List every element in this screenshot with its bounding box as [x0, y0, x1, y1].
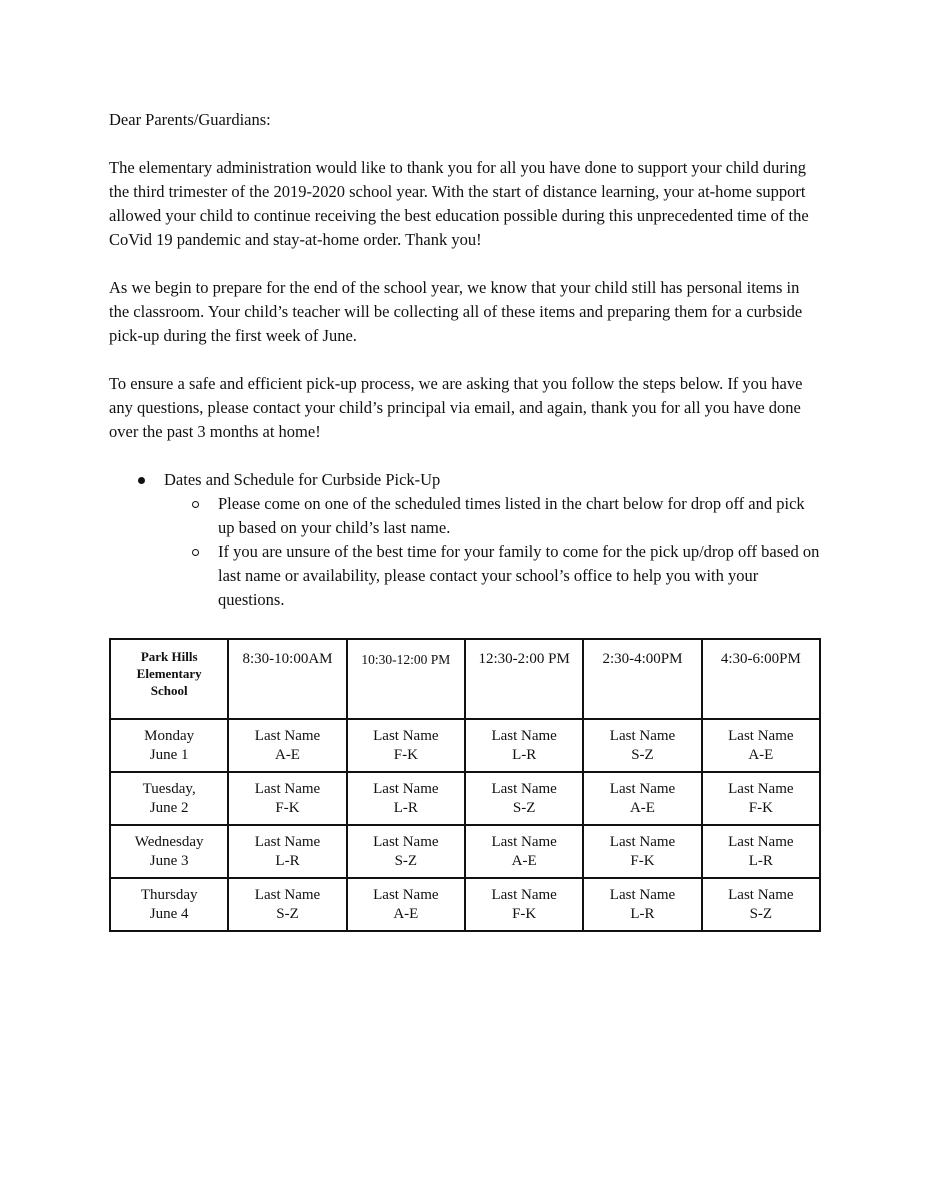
- slot-range: S-Z: [276, 906, 299, 922]
- slot-label: Last Name: [491, 781, 557, 797]
- slot-cell: [228, 878, 346, 931]
- slot-cell: [702, 772, 820, 825]
- slot-range: A-E: [629, 800, 655, 816]
- slot-range: A-E: [748, 747, 774, 763]
- slot-range: L-R: [393, 800, 418, 816]
- slot-label: Last Name: [609, 887, 676, 903]
- table-row: [110, 825, 820, 878]
- slot-cell: [702, 825, 820, 878]
- slot-label: Last Name: [609, 781, 676, 797]
- slot-cell: [465, 825, 583, 878]
- slot-label: Last Name: [491, 728, 557, 744]
- day-cell: [110, 825, 228, 878]
- slot-range: S-Z: [512, 800, 536, 816]
- paragraph-personal-items: As we begin to prepare for the end of the school year, we know that your child still has personal items in the classroom. Your child’s teacher will be collecting all of these items and preparing them for a curbside pick-up during the first week of June.: [109, 278, 803, 345]
- slot-label: Last Name: [609, 728, 676, 744]
- salutation: Dear Parents/Guardians:: [109, 110, 271, 129]
- slot-range: F-K: [512, 906, 537, 922]
- slot-cell: [465, 878, 583, 931]
- slot-label: Last Name: [373, 781, 439, 797]
- day-name: Monday: [144, 728, 195, 744]
- slot-label: Last Name: [373, 834, 439, 850]
- day-name: Thursday: [140, 887, 198, 903]
- slot-cell: [583, 719, 701, 772]
- table-row: [110, 878, 820, 931]
- slot-label: Last Name: [254, 781, 321, 797]
- slot-range: S-Z: [749, 906, 773, 922]
- slot-range: F-K: [275, 800, 300, 816]
- day-date: June 4: [149, 906, 189, 922]
- slot-label: Last Name: [254, 834, 321, 850]
- letter-body: [109, 108, 821, 612]
- slot-cell: [347, 878, 465, 931]
- slot-range: L-R: [748, 853, 773, 869]
- paragraph-pickup-process: To ensure a safe and efficient pick-up process, we are asking that you follow the steps below. If you have any questions, please contact your child’s principal via email, and again, thank you for all you have done over the past 3 months at home!: [109, 374, 803, 441]
- slot-range: F-K: [393, 747, 418, 763]
- slot-label: Last Name: [491, 834, 557, 850]
- slot-label: Last Name: [373, 728, 439, 744]
- bullet-label: Dates and Schedule for Curbside Pick-Up: [164, 470, 441, 489]
- slot-range: A-E: [274, 747, 300, 763]
- slot-label: Last Name: [373, 887, 439, 903]
- day-date: June 3: [149, 853, 189, 869]
- slot-cell: [347, 825, 465, 878]
- sub-bullet-item: [164, 540, 821, 612]
- slot-label: Last Name: [728, 887, 794, 903]
- slot-cell: [465, 719, 583, 772]
- sub-bullet-item: [164, 492, 821, 540]
- day-cell: [110, 878, 228, 931]
- time-slot-header: 10:30-12:00 PM: [347, 639, 465, 719]
- hollow-circle-bullet-icon: [192, 549, 199, 556]
- table-row: [110, 719, 820, 772]
- slot-cell: [583, 772, 701, 825]
- bullet-item-schedule: [109, 468, 821, 612]
- slot-cell: [465, 772, 583, 825]
- school-name-line: Park Hills: [140, 649, 198, 664]
- table-header-row: [110, 639, 820, 719]
- slot-range: F-K: [748, 800, 773, 816]
- sub-bullet-text: If you are unsure of the best time for your family to come for the pick up/drop off based on last name or availability, please contact your school’s office to help you with your questions.: [218, 542, 820, 609]
- slot-cell: [702, 719, 820, 772]
- day-date: June 2: [149, 800, 189, 816]
- time-slot-header: 4:30-6:00PM: [702, 639, 820, 719]
- slot-label: Last Name: [728, 781, 794, 797]
- slot-label: Last Name: [728, 728, 794, 744]
- school-name-header: [110, 639, 228, 719]
- slot-range: L-R: [630, 906, 655, 922]
- slot-label: Last Name: [609, 834, 676, 850]
- slot-range: L-R: [275, 853, 300, 869]
- slot-cell: [228, 719, 346, 772]
- slot-cell: [347, 772, 465, 825]
- bullet-list: [109, 468, 821, 612]
- time-slot-header: 12:30-2:00 PM: [465, 639, 583, 719]
- slot-label: Last Name: [254, 887, 321, 903]
- day-cell: [110, 719, 228, 772]
- day-date: June 1: [149, 747, 189, 763]
- time-slot-header: 2:30-4:00PM: [583, 639, 701, 719]
- school-name-line: Elementary: [136, 666, 202, 681]
- slot-cell: [228, 825, 346, 878]
- slot-range: A-E: [511, 853, 537, 869]
- slot-label: Last Name: [491, 887, 557, 903]
- slot-range: A-E: [393, 906, 419, 922]
- sub-bullet-list: [164, 492, 821, 612]
- slot-label: Last Name: [728, 834, 794, 850]
- school-name-line: School: [150, 683, 188, 698]
- slot-range: S-Z: [394, 853, 418, 869]
- slot-cell: [583, 878, 701, 931]
- slot-label: Last Name: [254, 728, 321, 744]
- slot-cell: [228, 772, 346, 825]
- hollow-circle-bullet-icon: [192, 501, 199, 508]
- slot-range: F-K: [630, 853, 655, 869]
- bullet-dot-icon: [138, 477, 145, 484]
- table-row: [110, 772, 820, 825]
- time-slot-header: 8:30-10:00AM: [228, 639, 346, 719]
- slot-range: L-R: [512, 747, 537, 763]
- slot-range: S-Z: [631, 747, 654, 763]
- slot-cell: [583, 825, 701, 878]
- day-name: Wednesday: [134, 834, 204, 850]
- day-cell: [110, 772, 228, 825]
- pickup-schedule-table: [109, 638, 821, 932]
- slot-cell: [347, 719, 465, 772]
- slot-cell: [702, 878, 820, 931]
- sub-bullet-text: Please come on one of the scheduled times listed in the chart below for drop off and pick up based on your child’s last name.: [218, 494, 805, 537]
- paragraph-thank-you: The elementary administration would like to thank you for all you have done to support your child during the third trimester of the 2019-2020 school year. With the start of distance learning, your at-home support allowed your child to continue receiving the best education possible during this unprecedented time of the CoVid 19 pandemic and stay-at-home order. Thank you!: [109, 158, 809, 249]
- day-name: Tuesday,: [142, 781, 196, 797]
